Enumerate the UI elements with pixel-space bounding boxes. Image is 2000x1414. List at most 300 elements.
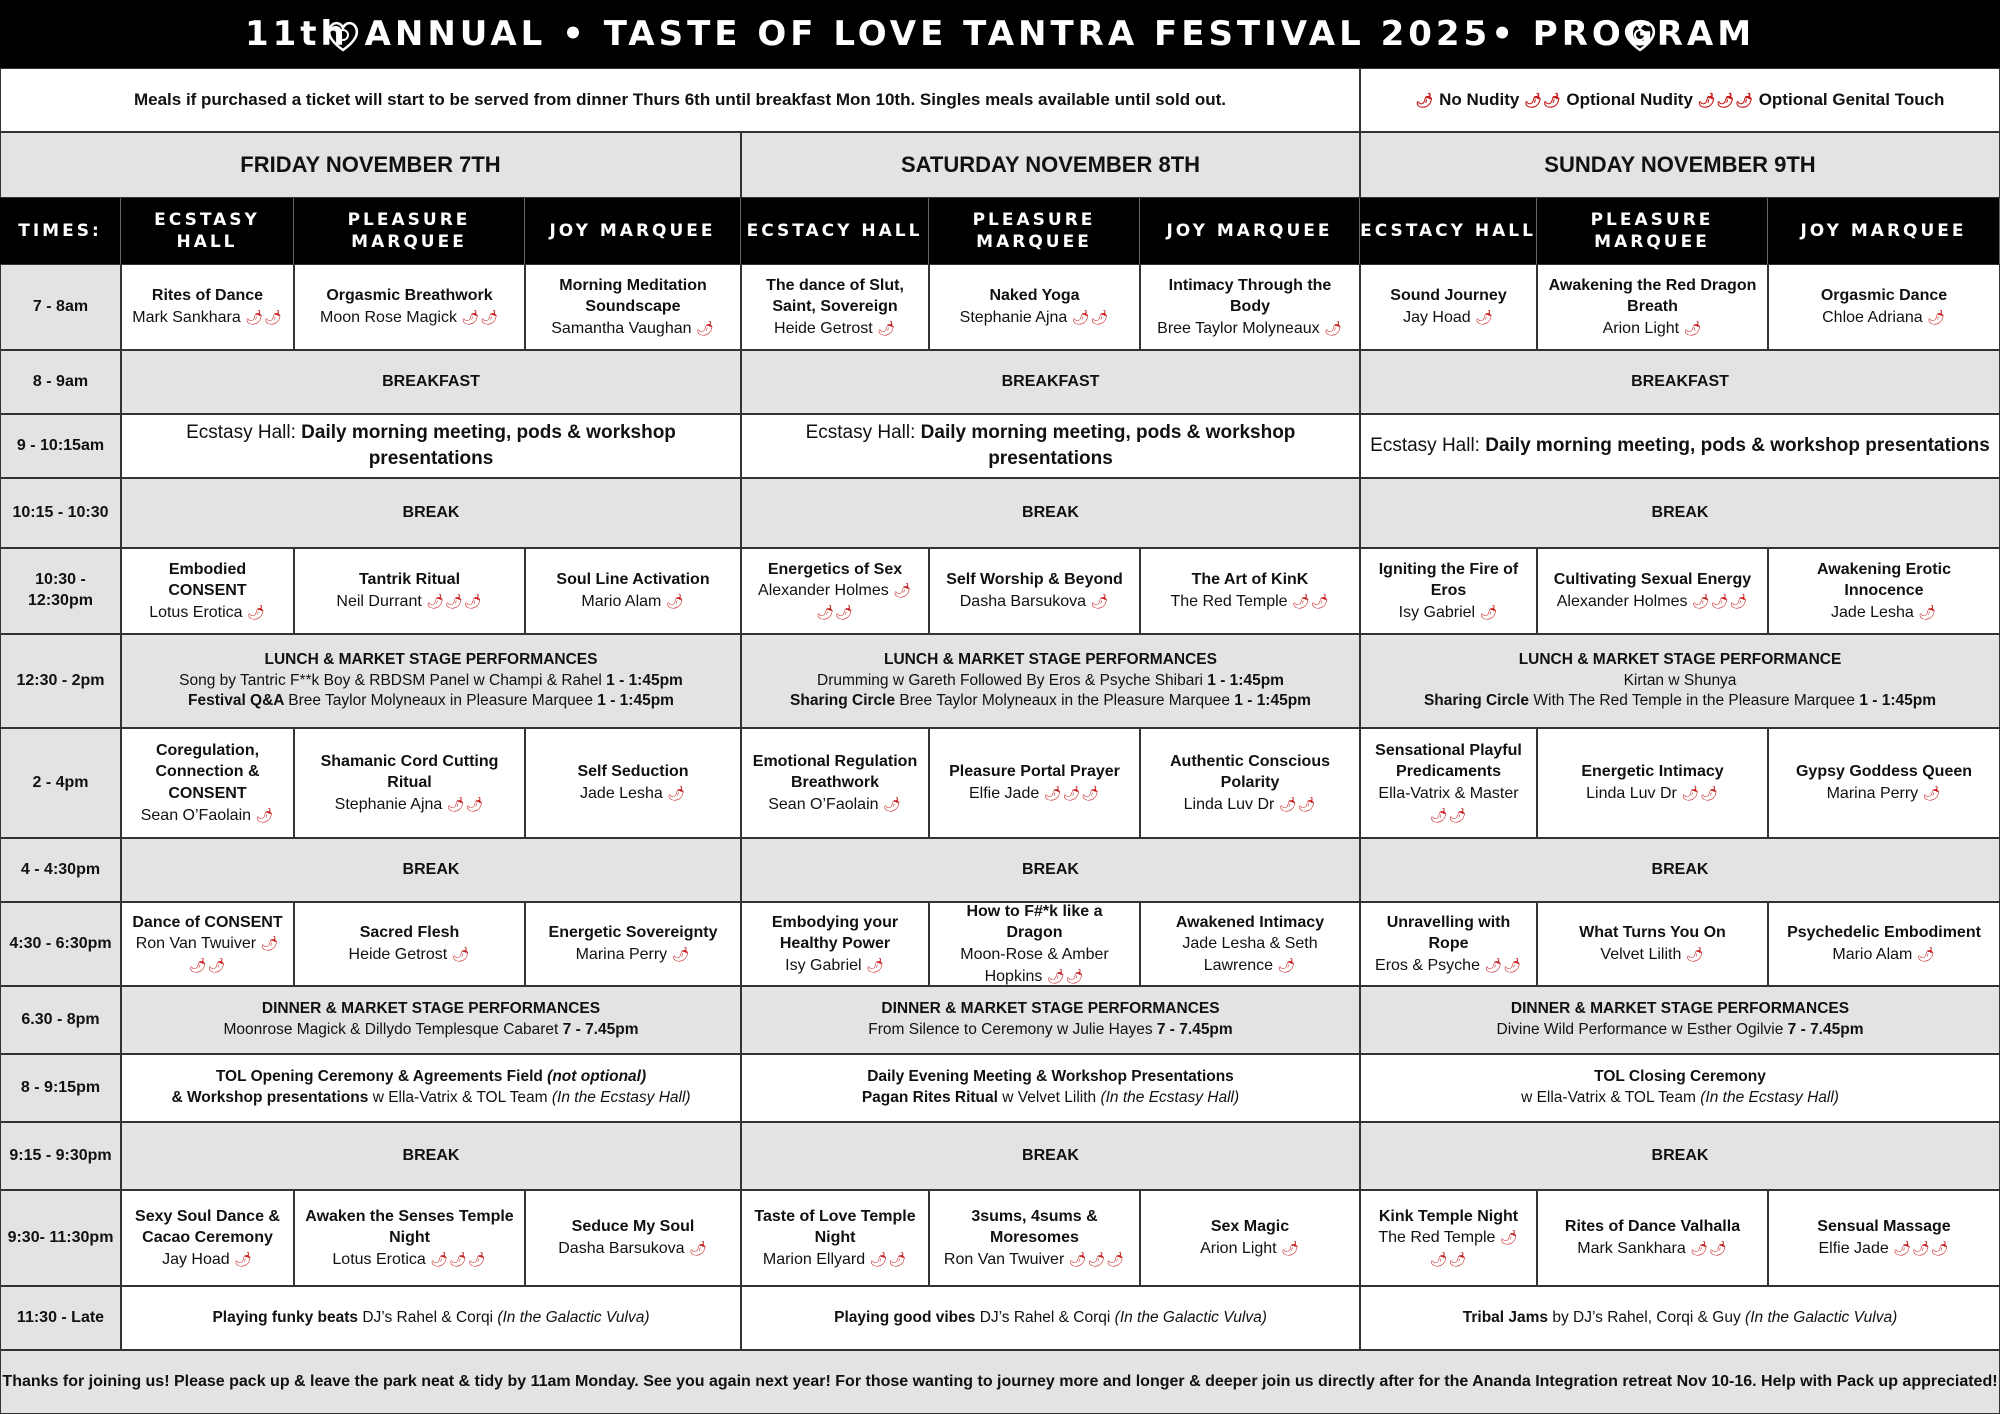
- break-cell: BREAK: [741, 1122, 1360, 1190]
- session-title: Sensual Massage: [1817, 1218, 1951, 1236]
- heart-swirl-icon: [325, 18, 361, 54]
- performance-text: Drumming w Gareth Followed By Eros & Psyche Shibari: [817, 671, 1208, 689]
- host-name: Samantha Vaughan: [551, 319, 692, 337]
- performance-time: 7 - 7.45pm: [1787, 1021, 1864, 1038]
- session-cell: [1537, 264, 1768, 350]
- session-host: [1170, 591, 1329, 613]
- host-name: Marina Perry: [575, 946, 668, 963]
- chili-rating-icon: 🌶🌶🌶: [1043, 785, 1101, 801]
- host-name: Bree Taylor Molyneaux: [1157, 319, 1320, 337]
- performance-text: Divine Wild Performance w Esther Ogilvie: [1496, 1021, 1788, 1038]
- session-host: [332, 1249, 486, 1271]
- session-title: Intimacy Through the Body: [1168, 276, 1332, 316]
- session-cell: [1537, 1190, 1768, 1286]
- performance-line: [1624, 671, 1737, 692]
- time-slot: 8 - 9am: [0, 350, 121, 414]
- session-host: [1399, 602, 1499, 624]
- chili-rating-icon: 🌶: [255, 806, 275, 823]
- session-host: [1818, 1238, 1949, 1260]
- chili-rating-icon: 🌶🌶: [1429, 806, 1468, 823]
- session-cell: [294, 902, 525, 986]
- session-title: Dance of CONSENT: [132, 913, 283, 931]
- chili-rating-icon: 🌶🌶: [1484, 956, 1522, 973]
- evening-host: w Ella-Vatrix & TOL Team: [372, 1089, 552, 1106]
- meal-performance-cell: [121, 634, 741, 728]
- meal-performance-cell: [1360, 634, 2000, 728]
- performance-title: Sharing Circle: [790, 692, 900, 710]
- chili-rating-icon: 🌶: [247, 603, 266, 620]
- host-name: Arion Light: [1602, 319, 1680, 337]
- session-host: [149, 602, 266, 624]
- break-cell: BREAK: [1360, 478, 2000, 548]
- session-cell: [1768, 1190, 2000, 1286]
- performance-line: [817, 671, 1284, 692]
- chili-legend: [1360, 68, 2000, 132]
- performance-title: Sharing Circle: [1423, 692, 1534, 710]
- host-name: Dasha Barsukova: [558, 1240, 685, 1257]
- session-cell: [121, 728, 294, 838]
- session-cell: [1360, 548, 1537, 634]
- meeting-title: Daily morning meeting, pods & workshop presentations: [301, 422, 676, 469]
- session-cell: [741, 902, 929, 986]
- session-title: Shamanic Cord Cutting Ritual: [320, 752, 499, 792]
- session-host: [969, 783, 1100, 805]
- venue-header: PLEASURE MARQUEE: [1537, 198, 1768, 264]
- session-cell: [1537, 902, 1768, 986]
- host-name: Ella-Vatrix & Master: [1378, 785, 1519, 802]
- venue-header: JOY MARQUEE: [1768, 198, 2000, 264]
- break-cell: BREAK: [121, 1122, 741, 1190]
- session-cell: [121, 902, 294, 986]
- late-title: Tribal Jams: [1462, 1308, 1553, 1326]
- performance-time: 7 - 7.45pm: [1156, 1021, 1233, 1038]
- legend-no-nudity: No Nudity: [1439, 90, 1520, 109]
- venue-header: ECSTACY HALL: [741, 198, 929, 264]
- performance-time: 1 - 1:45pm: [597, 692, 674, 710]
- host-name: Velvet Lilith: [1600, 946, 1682, 963]
- session-cell: [741, 548, 929, 634]
- late-host: DJ’s Rahel & Corqi: [979, 1308, 1115, 1326]
- chili-rating-icon: 🌶: [1324, 319, 1343, 336]
- session-host: [336, 591, 482, 613]
- session-title: Psychedelic Embodiment: [1787, 924, 1981, 942]
- session-title: Pleasure Portal Prayer: [949, 763, 1120, 781]
- session-host: [141, 805, 275, 827]
- session-host: [335, 794, 485, 816]
- host-name: Chloe Adriana: [1822, 309, 1923, 326]
- session-host: [763, 1249, 907, 1271]
- host-name: Lotus Erotica: [149, 603, 243, 621]
- chili-rating-icon: 🌶: [1918, 603, 1937, 620]
- performance-time: 7 - 7.45pm: [562, 1021, 639, 1038]
- session-cell: [1360, 1190, 1537, 1286]
- chili-icon: 🌶🌶🌶: [1697, 91, 1754, 108]
- host-name: Sean O’Faolain: [140, 806, 252, 824]
- chili-rating-icon: 🌶: [667, 785, 686, 801]
- chili-rating-icon: 🌶: [695, 319, 715, 336]
- evening-host: w Ella-Vatrix & TOL Team: [1521, 1089, 1701, 1106]
- evening-venue: (In the Ecstasy Hall): [1700, 1089, 1839, 1106]
- session-host: [1149, 933, 1351, 976]
- session-cell: [929, 1190, 1140, 1286]
- meeting-line: [750, 420, 1351, 471]
- session-cell: [741, 1190, 929, 1286]
- performance-text: Moonrose Magick & Dillydo Templesque Cabaret: [223, 1021, 563, 1038]
- meal-heading: DINNER & MARKET STAGE PERFORMANCES: [881, 1000, 1220, 1018]
- session-cell: [1537, 548, 1768, 634]
- session-host: [750, 580, 920, 623]
- time-slot: 4:30 - 6:30pm: [0, 902, 121, 986]
- session-title: The Art of KinK: [1191, 571, 1309, 589]
- page-title: [0, 0, 2000, 68]
- chili-rating-icon: 🌶🌶: [1278, 795, 1317, 812]
- session-host: [768, 794, 902, 816]
- session-cell: [1360, 902, 1537, 986]
- session-host: [132, 307, 283, 329]
- morning-meeting-cell: [1360, 414, 2000, 478]
- chili-rating-icon: 🌶🌶: [245, 309, 283, 325]
- session-host: [349, 944, 471, 966]
- session-title: Soul Line Activation: [556, 571, 710, 589]
- host-name: Mark Sankhara: [132, 309, 241, 326]
- chili-rating-icon: 🌶: [1281, 1240, 1300, 1256]
- session-cell: [929, 728, 1140, 838]
- chili-icon: 🌶🌶: [1524, 91, 1562, 108]
- host-name: Dasha Barsukova: [959, 593, 1087, 610]
- host-name: Jade Lesha: [1831, 603, 1914, 621]
- session-title: Embodying your Healthy Power: [771, 913, 899, 953]
- host-name: Heide Getrost: [774, 319, 873, 337]
- host-name: Ron Van Twuiver: [135, 935, 257, 953]
- session-title: Awaken the Senses Temple Night: [305, 1207, 514, 1247]
- chili-rating-icon: 🌶: [866, 956, 885, 973]
- chili-rating-icon: 🌶🌶🌶: [188, 935, 280, 973]
- session-title: Energetics of Sex: [767, 560, 903, 578]
- evening-title: & Workshop presentations: [171, 1089, 373, 1106]
- performance-text: Bree Taylor Molyneaux in Pleasure Marquee: [288, 692, 598, 710]
- session-cell: [1140, 548, 1360, 634]
- session-cell: [525, 548, 741, 634]
- legend-optional-nudity: Optional Nudity: [1566, 90, 1693, 109]
- title-text: 11th ANNUAL • TASTE OF LOVE TANTRA FESTIVAL 2025• PROGRAM: [244, 14, 1756, 54]
- session-host: [1832, 944, 1935, 966]
- session-cell: [1768, 264, 2000, 350]
- chili-rating-icon: 🌶🌶: [1071, 309, 1110, 325]
- session-host: [1157, 318, 1343, 340]
- chili-rating-icon: 🌶🌶: [461, 309, 499, 325]
- evening-line: [1594, 1067, 1766, 1088]
- evening-title: TOL Opening Ceremony & Agreements Field: [215, 1068, 543, 1086]
- session-host: [162, 1249, 253, 1271]
- host-name: Mario Alam: [581, 593, 662, 610]
- session-cell: [121, 548, 294, 634]
- session-title: Sex Magic: [1210, 1218, 1290, 1236]
- session-host: [1586, 783, 1719, 805]
- chili-rating-icon: 🌶: [1685, 946, 1705, 962]
- break-cell: BREAKFAST: [121, 350, 741, 414]
- evening-cell: [1360, 1054, 2000, 1122]
- session-title: Awakened Intimacy: [1175, 913, 1325, 931]
- chili-rating-icon: 🌶🌶: [869, 1250, 908, 1267]
- time-slot: 8 - 9:15pm: [0, 1054, 121, 1122]
- chili-rating-icon: 🌶: [1927, 309, 1946, 325]
- evening-venue: (In the Ecstasy Hall): [1100, 1089, 1240, 1106]
- break-cell: BREAK: [741, 838, 1360, 902]
- session-cell: [294, 264, 525, 350]
- host-name: Neil Durrant: [336, 593, 422, 610]
- evening-line: [862, 1088, 1239, 1109]
- session-cell: [525, 264, 741, 350]
- session-host: [1403, 307, 1494, 329]
- meal-performance-cell: [1360, 986, 2000, 1054]
- session-title: Awakening the Red Dragon Breath: [1548, 276, 1757, 316]
- late-night-cell: [121, 1286, 741, 1350]
- session-cell: [121, 1190, 294, 1286]
- session-host: [551, 318, 715, 340]
- session-title: Embodied CONSENT: [168, 560, 247, 600]
- host-name: Jay Hoad: [162, 1250, 230, 1268]
- host-name: Stephanie Ajna: [334, 795, 443, 813]
- session-cell: [1360, 264, 1537, 350]
- day-header-friday: FRIDAY NOVEMBER 7TH: [0, 132, 741, 198]
- time-slot: 4 - 4:30pm: [0, 838, 121, 902]
- session-host: [1369, 783, 1528, 826]
- late-venue: (In the Galactic Vulva): [1745, 1308, 1898, 1326]
- day-header-saturday: SATURDAY NOVEMBER 8TH: [741, 132, 1360, 198]
- session-title: Sensational Playful Predicaments: [1375, 741, 1522, 781]
- session-title: Unravelling with Rope: [1386, 913, 1511, 953]
- morning-meeting-cell: [121, 414, 741, 478]
- performance-text: Bree Taylor Molyneaux in the Pleasure Marquee: [899, 692, 1235, 710]
- evening-line: [171, 1088, 690, 1109]
- chili-rating-icon: 🌶: [1479, 603, 1499, 620]
- session-host: [1557, 591, 1749, 613]
- venue-header: ECSTACY HALL: [1360, 198, 1537, 264]
- session-cell: [1768, 902, 2000, 986]
- morning-meeting-cell: [741, 414, 1360, 478]
- meal-performance-cell: [741, 634, 1360, 728]
- session-cell: [929, 264, 1140, 350]
- session-host: [1369, 1227, 1528, 1270]
- meal-heading: LUNCH & MARKET STAGE PERFORMANCES: [884, 650, 1217, 668]
- late-line: [212, 1308, 649, 1329]
- session-title: Seduce My Soul: [571, 1218, 695, 1236]
- session-host: [960, 591, 1110, 613]
- chili-rating-icon: 🌶🌶🌶: [430, 1250, 487, 1267]
- session-title: Taste of Love Temple Night: [754, 1207, 916, 1247]
- chili-rating-icon: 🌶: [882, 795, 902, 812]
- meal-heading: DINNER & MARKET STAGE PERFORMANCES: [261, 1000, 601, 1018]
- performance-line: [1497, 1020, 1864, 1041]
- session-title: Kink Temple Night: [1378, 1207, 1519, 1225]
- venue-header: PLEASURE MARQUEE: [294, 198, 525, 264]
- host-name: Mario Alam: [1832, 946, 1913, 963]
- session-title: Igniting the Fire of Eros: [1378, 560, 1519, 600]
- session-host: [130, 933, 285, 976]
- host-name: Linda Luv Dr: [1183, 795, 1275, 813]
- session-cell: [1140, 902, 1360, 986]
- chili-rating-icon: 🌶🌶🌶: [426, 593, 483, 609]
- venue-header: ECSTASY HALL: [121, 198, 294, 264]
- time-slot: 9:15 - 9:30pm: [0, 1122, 121, 1190]
- meal-heading: LUNCH & MARKET STAGE PERFORMANCES: [264, 650, 598, 668]
- session-title: Energetic Intimacy: [1581, 763, 1724, 781]
- session-title: Awakening Erotic Innocence: [1817, 560, 1951, 600]
- session-host: [1831, 602, 1937, 624]
- chili-rating-icon: 🌶: [1277, 956, 1297, 973]
- session-title: Coregulation, Connection & CONSENT: [155, 741, 260, 802]
- host-name: Elfie Jade: [968, 785, 1040, 802]
- host-name: Jade Lesha & Seth Lawrence: [1182, 935, 1318, 974]
- chili-rating-icon: 🌶: [1683, 319, 1703, 336]
- host-name: Stephanie Ajna: [959, 309, 1068, 326]
- evening-title: Pagan Rites Ritual: [861, 1089, 1003, 1106]
- session-host: [1827, 783, 1942, 805]
- host-name: Isy Gabriel: [1398, 603, 1476, 621]
- host-name: Moon-Rose & Amber Hopkins: [960, 946, 1109, 985]
- chili-rating-icon: 🌶🌶: [1046, 967, 1085, 984]
- meeting-venue: Ecstasy Hall:: [805, 422, 921, 444]
- chili-rating-icon: 🌶🌶: [1690, 1240, 1728, 1256]
- break-cell: BREAKFAST: [741, 350, 1360, 414]
- chili-rating-icon: 🌶🌶🌶: [816, 582, 912, 620]
- session-title: Self Worship & Beyond: [946, 571, 1123, 589]
- host-name: Sean O’Faolain: [768, 795, 879, 813]
- venue-header: PLEASURE MARQUEE: [929, 198, 1140, 264]
- late-night-cell: [741, 1286, 1360, 1350]
- performance-line: [790, 691, 1311, 712]
- evening-line: [867, 1067, 1234, 1088]
- meeting-line: [1370, 433, 1990, 459]
- time-slot: 7 - 8am: [0, 264, 121, 350]
- session-title: Sound Journey: [1390, 287, 1507, 305]
- meeting-venue: Ecstasy Hall:: [1370, 435, 1486, 457]
- session-cell: [1140, 1190, 1360, 1286]
- session-host: [1600, 944, 1704, 966]
- evening-host: w Velvet Lilith: [1002, 1089, 1101, 1106]
- meeting-title: Daily morning meeting, pods & workshop presentations: [920, 422, 1296, 469]
- host-name: Jade Lesha: [580, 785, 663, 802]
- performance-text: Song by Tantric F**k Boy & RBDSM Panel w Champi & Rahel: [179, 671, 607, 689]
- chili-rating-icon: 🌶: [1916, 946, 1936, 962]
- session-cell: [1768, 548, 2000, 634]
- host-name: Alexander Holmes: [758, 582, 889, 600]
- session-cell: [1360, 728, 1537, 838]
- session-title: Tantrik Ritual: [358, 571, 461, 589]
- session-cell: [1768, 728, 2000, 838]
- day-header-sunday: SUNDAY NOVEMBER 9TH: [1360, 132, 2000, 198]
- session-host: [1822, 307, 1946, 329]
- session-host: [944, 1249, 1125, 1271]
- host-name: Mark Sankhara: [1577, 1240, 1686, 1257]
- chili-rating-icon: 🌶🌶: [1681, 785, 1719, 801]
- late-title: Playing good vibes: [834, 1308, 980, 1326]
- host-name: Elfie Jade: [1818, 1240, 1889, 1257]
- session-cell: [1140, 264, 1360, 350]
- session-title: Orgasmic Dance: [1820, 287, 1948, 305]
- host-name: Alexander Holmes: [1556, 593, 1688, 610]
- evening-cell: [741, 1054, 1360, 1122]
- evening-venue: (In the Ecstasy Hall): [551, 1089, 691, 1106]
- chili-rating-icon: 🌶: [671, 946, 691, 962]
- performance-text: Kirtan w Shunya: [1623, 671, 1737, 689]
- break-cell: BREAK: [121, 478, 741, 548]
- break-cell: BREAK: [1360, 1122, 2000, 1190]
- session-title: Sacred Flesh: [359, 924, 460, 942]
- session-title: Rites of Dance Valhalla: [1564, 1218, 1741, 1236]
- session-host: [581, 591, 684, 613]
- meeting-line: [130, 420, 732, 471]
- time-slot: 9:30- 11:30pm: [0, 1190, 121, 1286]
- session-host: [576, 944, 691, 966]
- session-title: Cultivating Sexual Energy: [1553, 571, 1752, 589]
- host-name: Arion Light: [1200, 1240, 1277, 1257]
- session-title: Sexy Soul Dance & Cacao Ceremony: [135, 1207, 280, 1247]
- late-line: [1463, 1308, 1898, 1329]
- performance-line: [224, 1020, 639, 1041]
- chili-rating-icon: 🌶🌶🌶: [1429, 1229, 1519, 1267]
- chili-rating-icon: 🌶: [1090, 593, 1110, 609]
- session-title: Energetic Sovereignty: [548, 924, 718, 942]
- venue-header: JOY MARQUEE: [1140, 198, 1360, 264]
- chili-rating-icon: 🌶: [1475, 309, 1494, 325]
- session-cell: [294, 548, 525, 634]
- session-host: [960, 307, 1110, 329]
- late-host: DJ’s Rahel & Corqi: [362, 1308, 498, 1326]
- session-cell: [741, 728, 929, 838]
- session-title: Emotional Regulation Breathwork: [752, 752, 918, 792]
- meal-heading: LUNCH & MARKET STAGE PERFORMANCE: [1518, 650, 1842, 668]
- chili-rating-icon: 🌶: [688, 1240, 708, 1256]
- host-name: The Red Temple: [1170, 593, 1288, 610]
- session-host: [1200, 1238, 1300, 1260]
- session-cell: [294, 1190, 525, 1286]
- meeting-venue: Ecstasy Hall:: [186, 422, 302, 444]
- evening-note: (not optional): [547, 1068, 647, 1086]
- host-name: Marion Ellyard: [762, 1250, 866, 1268]
- session-title: Naked Yoga: [989, 287, 1080, 305]
- session-cell: [929, 548, 1140, 634]
- chili-rating-icon: 🌶: [451, 946, 471, 962]
- late-title: Playing funky beats: [212, 1308, 363, 1326]
- chili-rating-icon: 🌶: [1922, 785, 1942, 801]
- performance-text: From Silence to Ceremony w Julie Hayes: [868, 1021, 1157, 1038]
- session-cell: [294, 728, 525, 838]
- heart-swirl-icon: [1622, 18, 1658, 54]
- session-host: [938, 944, 1131, 987]
- times-header: TIMES:: [0, 198, 121, 264]
- performance-line: [188, 691, 674, 712]
- evening-line: [216, 1067, 646, 1088]
- session-title: The dance of Slut, Saint, Sovereign: [766, 276, 904, 316]
- session-title: What Turns You On: [1579, 924, 1726, 942]
- performance-text: With The Red Temple in the Pleasure Marquee: [1533, 692, 1860, 710]
- performance-time: 1 - 1:45pm: [606, 671, 683, 689]
- chili-rating-icon: 🌶: [877, 319, 896, 336]
- performance-time: 1 - 1:45pm: [1207, 671, 1284, 689]
- session-host: [785, 955, 885, 977]
- performance-time: 1 - 1:45pm: [1234, 692, 1311, 710]
- performance-line: [868, 1020, 1232, 1041]
- session-cell: [525, 728, 741, 838]
- time-slot: 9 - 10:15am: [0, 414, 121, 478]
- chili-rating-icon: 🌶🌶: [1292, 593, 1330, 609]
- session-cell: [525, 1190, 741, 1286]
- time-slot: 12:30 - 2pm: [0, 634, 121, 728]
- session-title: Orgasmic Breathwork: [326, 287, 493, 305]
- meals-notice: Meals if purchased a ticket will start to be served from dinner Thurs 6th until breakfast Mon 10th. Singles meals available until sold out.: [0, 68, 1360, 132]
- chili-icon: 🌶: [1415, 91, 1435, 108]
